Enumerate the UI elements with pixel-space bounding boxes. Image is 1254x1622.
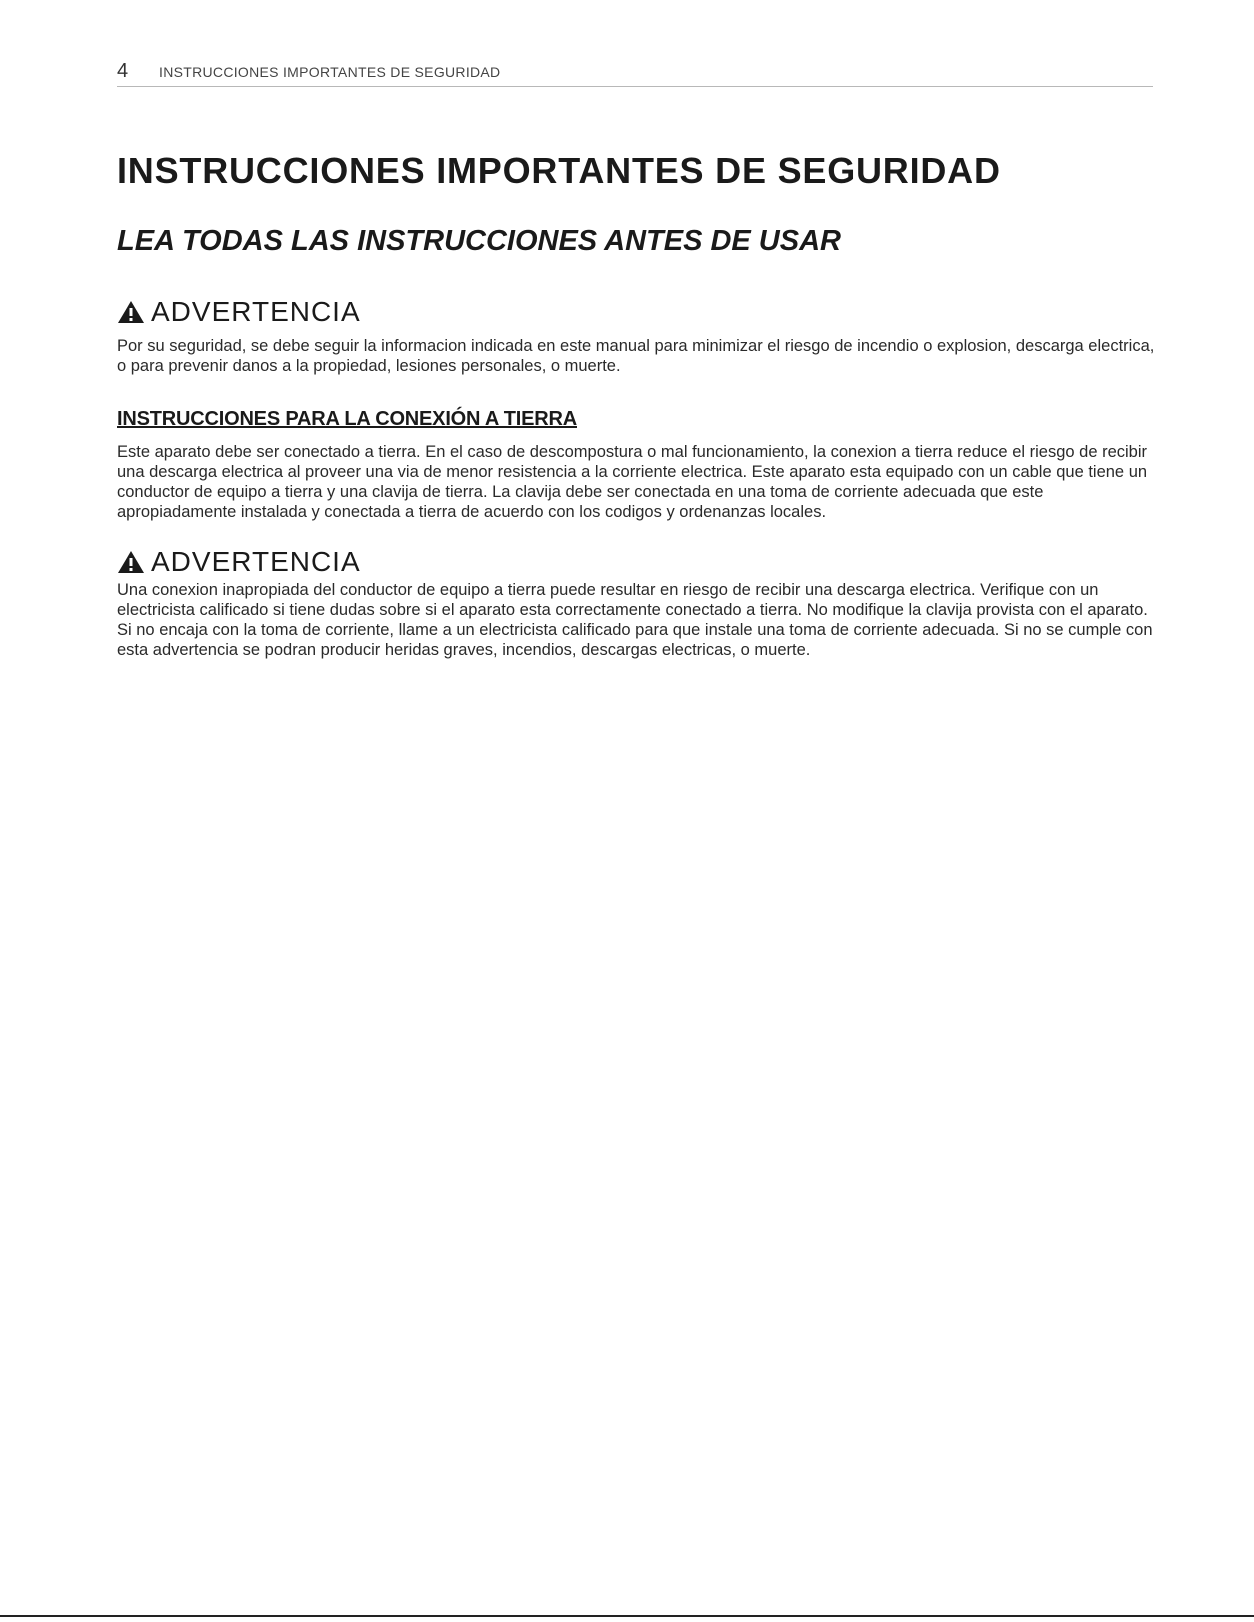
warning-heading-2 — [117, 546, 361, 578]
footer-rule — [0, 1615, 1254, 1617]
grounding-heading: INSTRUCCIONES PARA LA CONEXIÓN A TIERRA — [117, 408, 577, 430]
warning-triangle-icon — [117, 550, 145, 574]
grounding-text: Este aparato debe ser conectado a tierra. En el caso de descompostura o mal funcionamiento, la conexion a tierra reduce el riesgo de recibir una descarga electrica al proveer una via de menor resistencia a la corriente electrica. Este aparato esta equipado con un cable que tiene un conductor de equipo a tierra y una clavija de tierra. La clavija debe ser conectada en una toma de corriente adecuada que este apropiadamente instalada y conectada a tierra de acuerdo con los codigos y ordenanzas locales. — [117, 443, 1148, 521]
warning-label: ADVERTENCIA — [151, 546, 361, 577]
warning-triangle-icon — [117, 300, 145, 324]
running-title: INSTRUCCIONES IMPORTANTES DE SEGURIDAD — [159, 64, 501, 80]
page-title: INSTRUCCIONES IMPORTANTES DE SEGURIDAD — [117, 150, 1001, 191]
warning-heading-1 — [117, 296, 361, 328]
page-subtitle: LEA TODAS LAS INSTRUCCIONES ANTES DE USAR — [117, 225, 841, 257]
running-header — [117, 60, 1153, 87]
warning-label: ADVERTENCIA — [151, 296, 361, 327]
warning-text-1: Por su seguridad, se debe seguir la informacion indicada en este manual para minimizar el riesgo de incendio o explosion, descarga electrica, o para prevenir danos a la propiedad, lesiones personales, o muerte. — [117, 337, 1155, 375]
warning-text-2: Una conexion inapropiada del conductor de equipo a tierra puede resultar en riesgo de recibir una descarga electrica. Verifique con un electricista calificado si tiene dudas sobre si el aparato esta correctamente conectado a tierra. No modifique la clavija provista con el aparato. Si no encaja con la toma de corriente, llame a un electricista calificado para que instale una toma de corriente adecuada. Si no se cumple con esta advertencia se podran producir heridas graves, incendios, descargas electricas, o muerte. — [117, 581, 1153, 659]
page-number: 4 — [117, 60, 129, 82]
